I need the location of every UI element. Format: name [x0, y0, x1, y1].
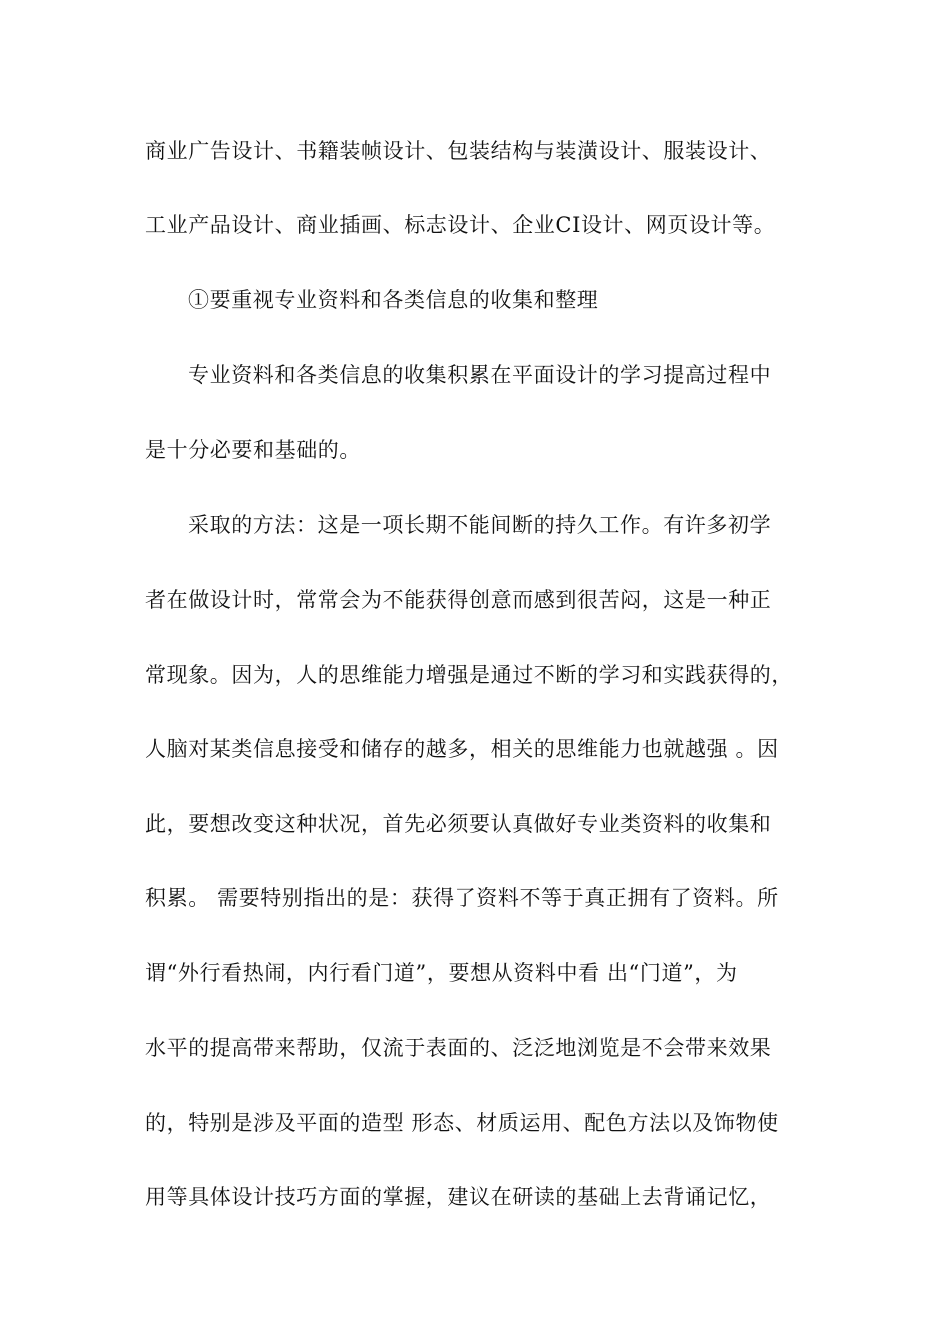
body-text-line: 人脑对某类信息接受和储存的越多，相关的思维能力也就越强 。因: [145, 737, 779, 761]
body-text-line: 的，特别是涉及平面的造型 形态、材质运用、配色方法以及饰物使: [145, 1111, 779, 1135]
body-text-line: 用等具体设计技巧方面的掌握，建议在研读的基础上去背诵记忆，: [145, 1185, 772, 1209]
body-text-line: 是十分必要和基础的。: [145, 438, 361, 462]
body-text-line: 者在做设计时，常常会为不能获得创意而感到很苦闷，这是一种正: [145, 588, 772, 612]
body-text-line: 水平的提高带来帮助，仅流于表面的、泛泛地浏览是不会带来效果: [145, 1036, 772, 1060]
paragraph-first-line: 采取的方法：这是一项长期不能间断的持久工作。有许多初学: [188, 513, 772, 537]
body-text-line: 工业产品设计、商业插画、标志设计、企业CI设计、网页设计等。: [145, 213, 776, 237]
body-text-line: 商业广告设计、书籍装帧设计、包装结构与装潢设计、服装设计、: [145, 139, 772, 163]
body-text-line: 常现象。因为，人的思维能力增强是通过不断的学习和实践获得的，: [145, 663, 793, 687]
body-text-line: 谓“外行看热闹，内行看门道”，要想从资料中看 出“门道”，为: [145, 961, 738, 985]
body-text-line: 积累。 需要特别指出的是：获得了资料不等于真正拥有了资料。所: [145, 886, 779, 910]
section-heading: ①要重视专业资料和各类信息的收集和整理: [188, 288, 599, 312]
paragraph-first-line: 专业资料和各类信息的收集积累在平面设计的学习提高过程中: [188, 363, 772, 387]
body-text-line: 此，要想改变这种状况，首先必须要认真做好专业类资料的收集和: [145, 812, 772, 836]
